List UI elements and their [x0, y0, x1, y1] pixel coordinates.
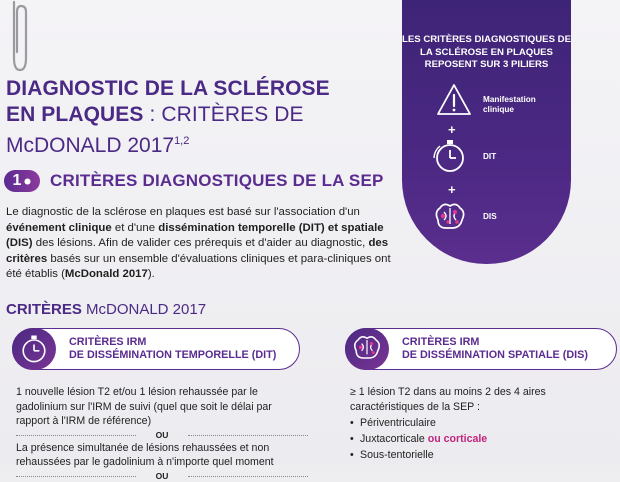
title-line-3-text: McDONALD 2017: [6, 134, 175, 157]
or-divider-1: OU: [16, 429, 308, 441]
intro-bold-3: des critères: [6, 237, 389, 265]
pillars-panel-title: LES CRITÈRES DIAGNOSTIQUES DE LA SCLÉROSE EN PLAQUES REPOSENT SUR 3 PILIERS: [402, 34, 571, 70]
or-divider-2: OU: [16, 470, 308, 482]
intro-bold-4: McDonald 2017: [64, 268, 148, 280]
pillar-label-dis: DIS: [483, 212, 497, 221]
dis-card-icon-badge: [345, 328, 389, 370]
dis-card-title: [402, 336, 588, 362]
intro-text-4: basés sur un ensemble d'évaluations cliniques et para-cliniques ont été établis (: [6, 252, 391, 280]
list-item: • Périventriculaire: [350, 415, 618, 431]
intro-bold-2: dissémination temporelle (DIT) et spatiale (DIS): [6, 221, 384, 249]
section-number-badge: [4, 170, 40, 192]
dis-criteria-text: [350, 385, 618, 463]
dis-criterion-intro: ≥ 1 lésion T2 dans au moins 2 des 4 aires caractéristiques de la SEP :: [350, 386, 546, 413]
title-footnote: 1,2: [174, 135, 190, 147]
dis-criteria-card: [345, 328, 617, 370]
warning-icon: [434, 80, 474, 120]
title-line-2-bold: EN PLAQUES: [6, 103, 144, 126]
criteria-heading: [6, 301, 206, 318]
list-item: [350, 431, 618, 447]
title-line-2: [6, 102, 386, 128]
brain-icon: [349, 331, 385, 367]
list-item-text: Juxtacorticale: [360, 433, 425, 445]
criteria-heading-bold: CRITÈRES: [6, 301, 82, 318]
intro-text-5: ).: [147, 268, 155, 280]
bullet-dot-icon: [24, 178, 31, 185]
section-title: CRITÈRES DIAGNOSTIQUES DE LA SEP: [50, 171, 384, 190]
plus-sign-2: +: [448, 182, 456, 197]
dit-criteria-text: [16, 385, 308, 482]
paperclip-icon: [8, 0, 30, 74]
dit-card-title-line-1: CRITÈRES IRM: [69, 336, 147, 348]
intro-paragraph: [6, 205, 408, 283]
pillar-label-clinical: Manifestation clinique: [483, 95, 536, 114]
intro-text-1: Le diagnostic de la sclérose en plaques est basé sur l'association d'un: [6, 206, 360, 218]
plus-sign-1: +: [448, 122, 456, 137]
pillar-label-dit: DIT: [483, 152, 497, 161]
dis-card-title-line-1: CRITÈRES IRM: [402, 336, 480, 348]
dit-criterion-1: 1 nouvelle lésion T2 et/ou 1 lésion rehaussée par le gadolinium sur l'IRM de suivi (quel que soit le délai par rapport à l'IRM de référence): [16, 386, 272, 427]
dit-criteria-card: [12, 328, 300, 370]
title-line-1: DIAGNOSTIC DE LA SCLÉROSE: [6, 77, 330, 100]
title-line-3: [6, 128, 386, 159]
dis-areas-list: [350, 415, 618, 463]
highlight-text: ou corticale: [424, 433, 488, 445]
dis-card-title-line-2: DE DISSÉMINATION SPATIALE (DIS): [402, 349, 588, 361]
dit-card-title-line-2: DE DISSÉMINATION TEMPORELLE (DIT): [69, 349, 277, 361]
brain-icon: [430, 198, 470, 238]
stopwatch-icon: [430, 136, 470, 176]
criteria-heading-light: McDONALD 2017: [81, 301, 207, 318]
intro-bold-1: événement clinique: [6, 221, 112, 234]
title-line-2-light: : CRITÈRES DE: [143, 103, 304, 126]
dit-card-title: [69, 336, 276, 362]
page-title: [6, 76, 386, 159]
dit-card-icon-badge: [12, 328, 56, 370]
intro-text-2: et d'une: [111, 221, 159, 234]
list-item: • Sous-tentorielle: [350, 447, 618, 463]
dit-criterion-2: La présence simultanée de lésions rehaussées et non rehaussées par le gadolinium à n'importe quel moment: [16, 441, 274, 468]
section-number: 1: [12, 172, 22, 189]
intro-text-3: des lésions. Afin de valider ces prérequis et d'aider au diagnostic,: [32, 237, 369, 249]
section-header: [4, 170, 384, 192]
stopwatch-icon: [16, 331, 52, 367]
